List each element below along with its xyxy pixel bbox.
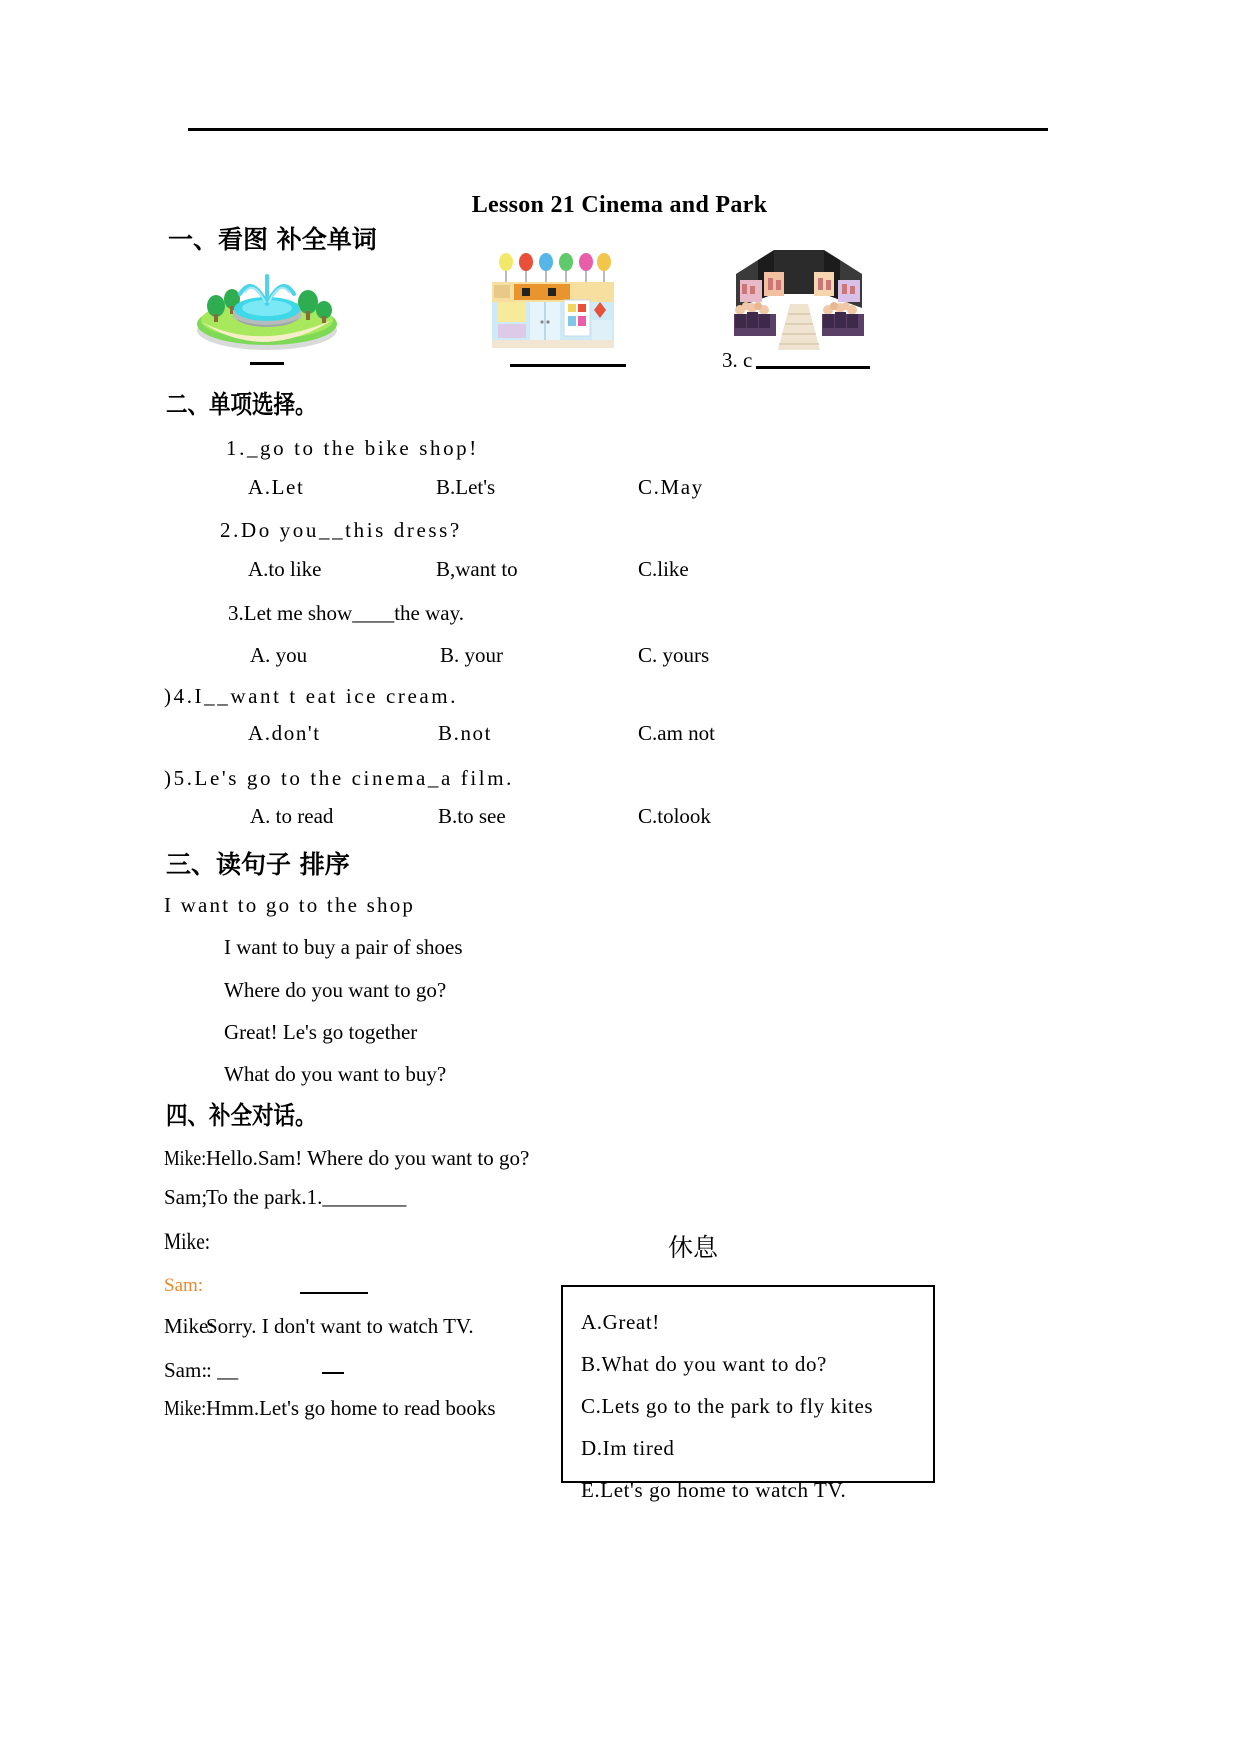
question-3-option-a[interactable]: A. you	[250, 643, 308, 667]
answer-choice-e[interactable]: E.Let's go home to watch TV.	[581, 1478, 847, 1502]
dialogue-speaker-1: Mike:	[164, 1146, 207, 1170]
question-3-stem: 3.Let me show____the way.	[228, 601, 465, 625]
dialogue-text-7: Hmm.Let's go home to read books	[206, 1396, 496, 1420]
order-sentence-3[interactable]: Where do you want to go?	[224, 978, 447, 1002]
question-4-option-a[interactable]: A.don't	[248, 721, 321, 745]
dialogue-speaker-5: Mike:	[164, 1314, 215, 1338]
dialogue-text-1: Hello.Sam! Where do you want to go?	[206, 1146, 530, 1170]
shop-storefront-image	[492, 252, 614, 348]
question-3-option-b[interactable]: B. your	[440, 643, 503, 667]
question-2-option-c[interactable]: C.like	[638, 557, 689, 581]
question-5-option-c[interactable]: C.tolook	[638, 804, 711, 828]
dialogue-speaker-6: Sam:	[164, 1358, 208, 1382]
cinema-image	[728, 248, 868, 352]
order-sentence-1[interactable]: I want to go to the shop	[164, 893, 416, 917]
question-1-option-b[interactable]: B.Let's	[436, 475, 496, 499]
header-divider	[188, 128, 1048, 131]
dialogue-speaker-7: Mike:	[164, 1396, 207, 1420]
picture-2-blank[interactable]	[510, 364, 626, 367]
section-1-heading: 一、看图 补全单词	[168, 225, 377, 254]
question-1-option-a[interactable]: A.Let	[248, 475, 305, 499]
question-1-option-c[interactable]: C.May	[638, 475, 704, 499]
answer-choice-a[interactable]: A.Great!	[581, 1310, 660, 1334]
dialogue-text-2[interactable]: To the park.1.________	[206, 1185, 407, 1209]
picture-3-blank[interactable]	[756, 366, 870, 369]
question-3-option-c[interactable]: C. yours	[638, 643, 710, 667]
answer-choices-box	[561, 1285, 935, 1502]
section-2-heading: 二、单项选择。	[166, 390, 317, 419]
section-3-heading: 三、读句子 排序	[166, 850, 350, 879]
answer-choice-c[interactable]: C.Lets go to the park to fly kites	[581, 1394, 874, 1418]
question-4-stem: )4.I__want t eat ice cream.	[164, 684, 459, 708]
answer-choice-d[interactable]: D.Im tired	[581, 1436, 675, 1460]
question-2-option-a[interactable]: A.to like	[248, 557, 322, 581]
question-5-option-b[interactable]: B.to see	[438, 804, 506, 828]
dialogue-text-6[interactable]: : __	[206, 1358, 239, 1382]
dialogue-speaker-3: Mike:	[164, 1229, 211, 1254]
question-2-stem: 2.Do you__this dress?	[220, 518, 462, 542]
dialogue-speaker-4: Sam:	[164, 1275, 204, 1296]
question-5-stem: )5.Le's go to the cinema_a film.	[164, 766, 514, 790]
dialogue-blank-6[interactable]	[322, 1372, 344, 1374]
question-4-option-b[interactable]: B.not	[438, 721, 493, 745]
question-2-option-b[interactable]: B,want to	[436, 557, 518, 581]
order-sentence-5[interactable]: What do you want to buy?	[224, 1062, 447, 1086]
park-fountain-image	[192, 252, 342, 352]
picture-1-blank[interactable]	[250, 362, 284, 365]
dialogue-blank-4[interactable]	[300, 1292, 368, 1294]
section-4-heading: 四、补全对话。	[166, 1101, 317, 1130]
answer-choice-b[interactable]: B.What do you want to do?	[581, 1352, 827, 1376]
order-sentence-2[interactable]: I want to buy a pair of shoes	[224, 935, 463, 959]
order-sentence-4[interactable]: Great! Le's go together	[224, 1020, 418, 1044]
question-4-option-c[interactable]: C.am not	[638, 721, 715, 745]
page-title: Lesson 21 Cinema and Park	[471, 192, 768, 218]
dialogue-text-5: Sorry. I don't want to watch TV.	[206, 1314, 474, 1338]
question-1-stem: 1._go to the bike shop!	[226, 436, 479, 460]
question-5-option-a[interactable]: A. to read	[250, 804, 334, 828]
picture-3-label: 3. c	[722, 348, 753, 372]
dialogue-speaker-2: Sam;	[164, 1185, 208, 1209]
rest-label: 休息	[668, 1233, 719, 1262]
